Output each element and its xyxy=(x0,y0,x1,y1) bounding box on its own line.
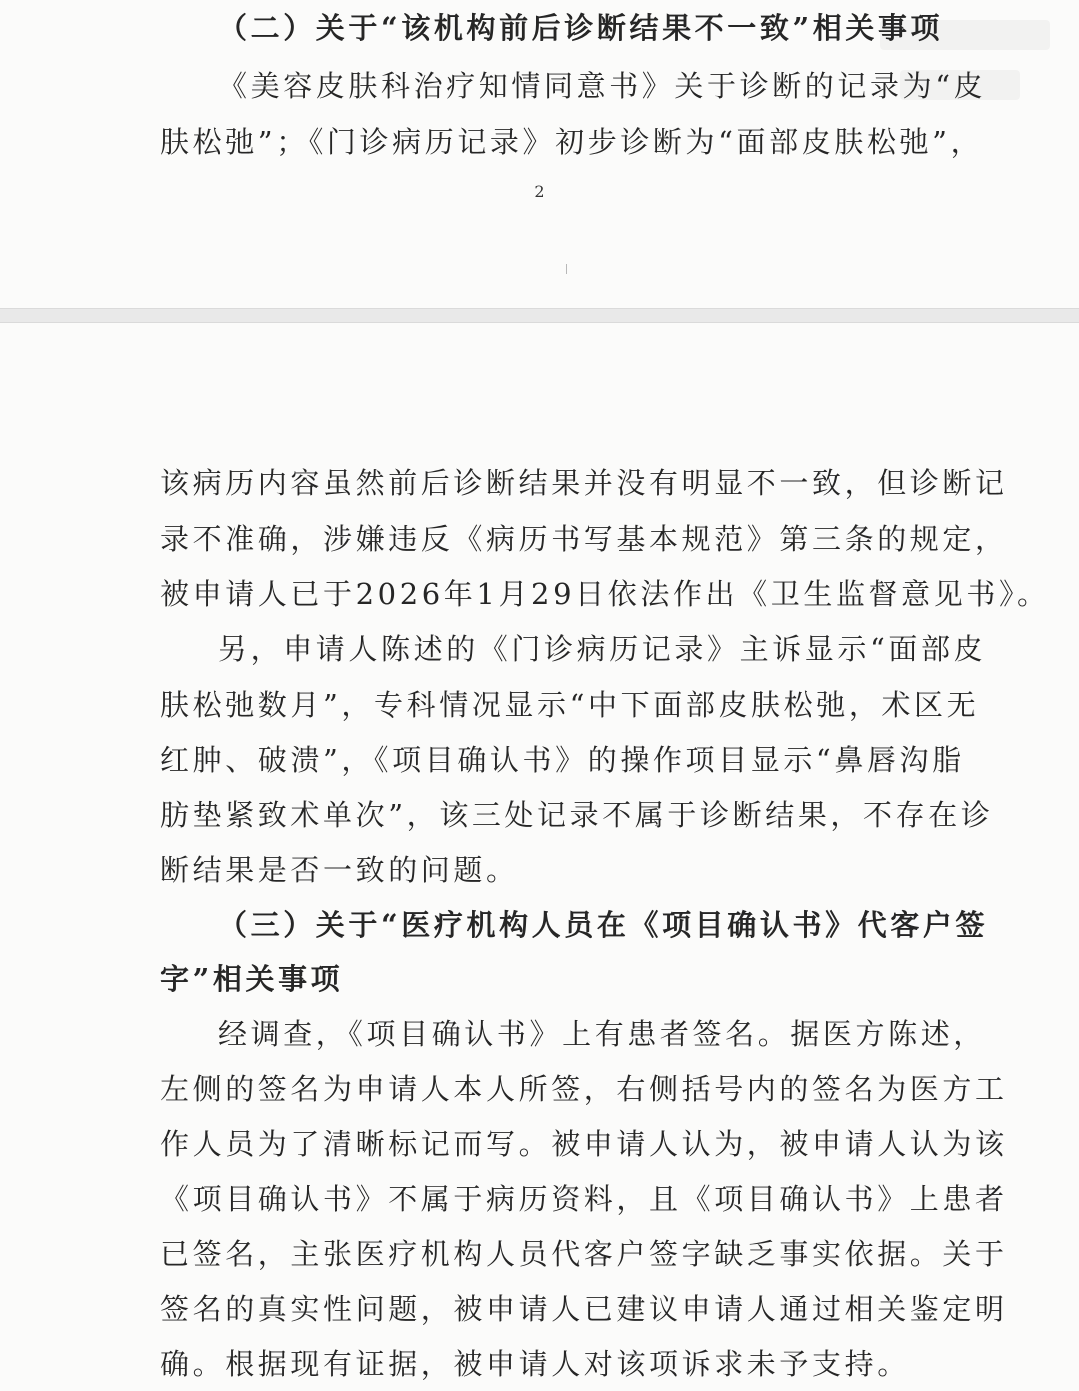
paragraph-line: 断结果是否一致的问题。 xyxy=(160,853,519,887)
scan-mark xyxy=(566,264,567,274)
paragraph-line: 确。根据现有证据，被申请人对该项诉求未予支持。 xyxy=(160,1347,910,1381)
section-heading-three: （三）关于“医疗机构人员在《项目确认书》代客户签 xyxy=(218,908,989,942)
section-heading-two: （二）关于“该机构前后诊断结果不一致”相关事项 xyxy=(218,11,944,45)
paragraph-line: 经调查，《项目确认书》上有患者签名。据医方陈述， xyxy=(218,1017,986,1051)
paragraph-line: 录不准确，涉嫌违反《病历书写基本规范》第三条的规定， xyxy=(160,522,1008,556)
page-number: 2 xyxy=(534,182,545,201)
paragraph-line: 肪垫紧致术单次”，该三处记录不属于诊断结果，不存在诊 xyxy=(160,798,994,832)
document-page-top xyxy=(0,0,1079,309)
paragraph-line: 另，申请人陈述的《门诊病历记录》主诉显示“面部皮 xyxy=(218,632,987,666)
paragraph-line: 红肿、破溃”，《项目确认书》的操作项目显示“鼻唇沟脂 xyxy=(160,743,965,777)
paragraph-line: 该病历内容虽然前后诊断结果并没有明显不一致，但诊断记 xyxy=(160,466,1008,500)
paragraph-line: 肤松弛数月”，专科情况显示“中下面部皮肤松弛，术区无 xyxy=(160,688,980,722)
document-page-bottom xyxy=(0,322,1079,1391)
paragraph-line: 作人员为了清晰标记而写。被申请人认为，被申请人认为该 xyxy=(160,1127,1008,1161)
section-heading-three-cont: 字”相关事项 xyxy=(160,962,344,996)
paragraph-line: 《项目确认书》不属于病历资料，且《项目确认书》上患者 xyxy=(160,1182,1008,1216)
paragraph-line: 已签名，主张医疗机构人员代客户签字缺乏事实依据。关于 xyxy=(160,1237,1008,1271)
paragraph-line: 被申请人已于2026年1月29日依法作出《卫生监督意见书》。 xyxy=(160,577,1050,611)
paragraph-line: 《美容皮肤科治疗知情同意书》关于诊断的记录为“皮 xyxy=(218,69,987,103)
paragraph-line: 签名的真实性问题，被申请人已建议申请人通过相关鉴定明 xyxy=(160,1292,1008,1326)
paragraph-line: 左侧的签名为申请人本人所签，右侧括号内的签名为医方工 xyxy=(160,1072,1008,1106)
paragraph-line: 肤松弛”；《门诊病历记录》初步诊断为“面部皮肤松弛”， xyxy=(160,125,984,159)
